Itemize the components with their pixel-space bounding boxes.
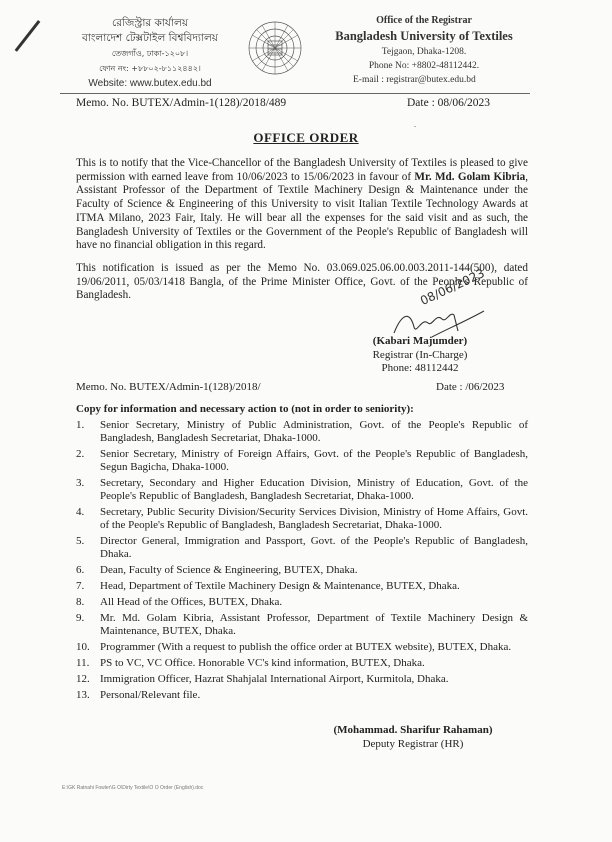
list-number: 7. (76, 580, 85, 592)
header-email: E-mail : registrar@butex.edu.bd (353, 75, 476, 85)
list-number: 1. (76, 419, 85, 431)
signatory-designation: Registrar (In-Charge) (372, 348, 468, 361)
list-item (76, 535, 528, 561)
signatory-block-deputy (318, 723, 508, 751)
copy-heading: Copy for information and necessary action to (not in order to seniority): (76, 403, 414, 415)
list-text: Director General, Immigration and Passport, Govt. of the People's Republic of Bangladesh, Dhaka. (100, 535, 528, 560)
list-item (76, 477, 528, 503)
header-address: Tejgaon, Dhaka-1208. (381, 47, 467, 57)
signatory-phone: Phone: 48112442 (381, 362, 459, 374)
list-text: PS to VC, VC Office. Honorable VC's kind information, BUTEX, Dhaka. (100, 657, 425, 669)
university-logo-icon (246, 18, 304, 78)
list-text: Secretary, Public Security Division/Security Services Division, Ministry of Home Affairs, Govt. of the People's Republic of Bangladesh, Bangladesh Secretariat, Dhaka-1000. (100, 506, 528, 531)
list-text: Senior Secretary, Ministry of Public Administration, Govt. of the People's Republic of Bangladesh, Bangladesh Secretariat, Dhaka-1000. (100, 419, 528, 444)
header-bangla-address: তেজগাঁও, ঢাকা-১২০৮। (111, 49, 189, 58)
list-number: 10. (76, 641, 90, 653)
list-number: 13. (76, 689, 90, 701)
list-number: 12. (76, 673, 90, 685)
header-phone: Phone No: +8802-48112442. (368, 61, 480, 71)
list-number: 9. (76, 612, 85, 624)
memo-number: Memo. No. BUTEX/Admin-1(128)/2018/489 (76, 97, 287, 109)
list-item (76, 564, 528, 577)
list-number: 5. (76, 535, 85, 547)
employee-name: Mr. Md. Golam Kibria (414, 170, 526, 183)
signatory-designation: Deputy Registrar (HR) (362, 738, 464, 750)
header-university-name: Bangladesh University of Textiles (335, 29, 513, 43)
list-number: 8. (76, 596, 85, 608)
list-text: Dean, Faculty of Science & Engineering, BUTEX, Dhaka. (100, 564, 358, 576)
list-text: Programmer (With a request to publish the office order at BUTEX website), BUTEX, Dhaka. (100, 641, 512, 653)
paragraph-text-end: , Assistant Professor of the Department of Textile Machinery Design & Maintenance under the Faculty of Science & Engineering of this University to visit Italian Textile Technology Awards at ITMA Milano, 2023 Fair, Italy. He will bear all the expenses for the said visit and as such, the Bangladesh University of Textiles or the Government of the People's Republic of Bangladesh will have no financial obligation in this regard. (76, 170, 529, 252)
list-number: 2. (76, 448, 85, 460)
list-number: 6. (76, 564, 85, 576)
copy-list (76, 419, 528, 705)
list-item (76, 580, 528, 593)
speck: . (414, 120, 416, 129)
header-bangla-office: রেজিস্ট্রার কার্যালয় (111, 17, 189, 29)
signatory-block-registrar (330, 335, 510, 376)
list-item (76, 448, 528, 474)
paragraph-text-start: This is to notify that the Vice-Chancellor of the Bangladesh University of Textiles is pleased to give permission with earned leave from 10/06/2023 to 15/06/2023 in favour of (76, 157, 528, 183)
signatory-name: (Mohammad. Sharifur Rahaman) (333, 724, 493, 736)
pen-mark (15, 20, 41, 52)
memo-number-copy: Memo. No. BUTEX/Admin-1(128)/2018/ (76, 381, 261, 393)
list-item (76, 657, 528, 670)
list-text: Senior Secretary, Ministry of Foreign Affairs, Govt. of the People's Republic of Bangladesh, Segun Bagicha, Dhaka-1000. (100, 448, 528, 473)
list-text: Head, Department of Textile Machinery Design & Maintenance, BUTEX, Dhaka. (100, 580, 460, 592)
header-bangla-university: বাংলাদেশ টেক্সটাইল বিশ্ববিদ্যালয় (82, 32, 218, 44)
header-office: Office of the Registrar (376, 15, 472, 26)
list-text: All Head of the Offices, BUTEX, Dhaka. (100, 596, 283, 608)
list-item (76, 596, 528, 609)
list-text: Immigration Officer, Hazrat Shahjalal International Airport, Kurmitola, Dhaka. (100, 673, 449, 685)
list-item (76, 641, 528, 654)
order-paragraph (76, 157, 528, 253)
list-item (76, 612, 528, 638)
footer-file-path: E:\GK Ratnahi Fowler\G O\Dirty Textile\O O Order (English).doc (62, 785, 204, 791)
list-item (76, 419, 528, 445)
list-text: Mr. Md. Golam Kibria, Assistant Professor, Department of Textile Machinery Design & Maintenance, BUTEX, Dhaka. (100, 612, 528, 637)
memo-date-copy: Date : /06/2023 (436, 381, 505, 393)
header-divider (60, 93, 530, 94)
list-number: 3. (76, 477, 85, 489)
handwritten-date: 08/06/2023 (418, 266, 487, 308)
header-bangla-phone: ফোন নং: +৮৮০২-৮১১২৪৪২। (99, 64, 201, 73)
memo-date: Date : 08/06/2023 (407, 97, 491, 109)
list-text: Secretary, Secondary and Higher Education Division, Ministry of Education, Govt. of the People's Republic of Bangladesh, Bangladesh Secretariat, Dhaka-1000. (100, 477, 528, 502)
signatory-name: (Kabari Majumder) (372, 335, 468, 347)
header-right (316, 14, 532, 87)
list-number: 11. (76, 657, 90, 669)
list-text: Personal/Relevant file. (100, 689, 201, 701)
list-item (76, 506, 528, 532)
page-title: OFFICE ORDER (253, 130, 359, 145)
header-website: Website: www.butex.edu.bd (88, 78, 212, 89)
header-left (60, 16, 240, 91)
notification-paragraph: This notification is issued as per the Memo No. 03.069.025.06.00.003.2011-144(500), dated 19/06/2011, 05/03/1418 Bangla, of the Prime Minister Office, Govt. of the People's Republic of Bangladesh. (76, 262, 528, 302)
list-item (76, 673, 528, 686)
list-number: 4. (76, 506, 85, 518)
list-item (76, 689, 528, 702)
